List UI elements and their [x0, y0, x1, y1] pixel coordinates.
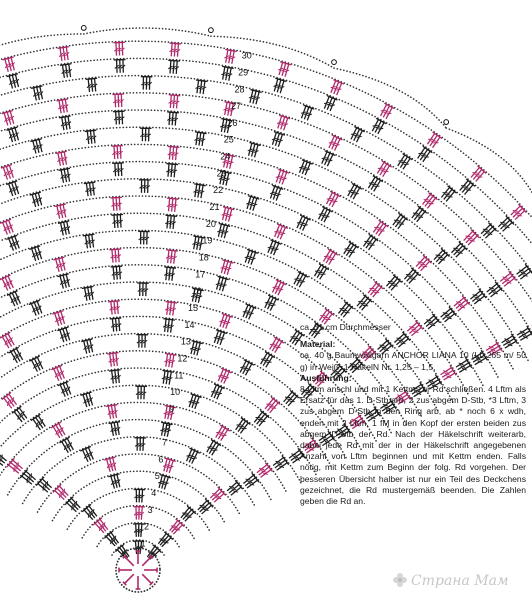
stitch-bar: [300, 282, 305, 283]
stitch-bar: [297, 280, 302, 281]
stitch-bar: [184, 515, 189, 516]
stitch-top: [35, 246, 40, 248]
stitch-bar: [111, 539, 112, 544]
round-number-label: 25: [223, 134, 234, 145]
round-number-label: 17: [195, 269, 206, 280]
stitch-bar: [216, 498, 221, 499]
round-number-label: 28: [234, 84, 245, 95]
scallop-arc: [446, 128, 532, 213]
stitch-top: [63, 327, 68, 328]
round-number-label: 24: [220, 151, 231, 162]
stitch-bar: [47, 481, 48, 486]
stitch-top: [110, 457, 115, 458]
scallop-arc: [334, 68, 446, 128]
stitch-bar: [513, 210, 518, 211]
stitch-bar: [327, 104, 332, 105]
stitch-bar: [259, 468, 264, 469]
stitch-bar: [247, 481, 252, 482]
stitch-bar: [408, 277, 413, 278]
stitch-bar: [324, 102, 329, 103]
stitch-bar: [88, 513, 89, 518]
stitch-bar: [280, 233, 285, 234]
stitch-bar: [351, 192, 356, 193]
stitch-bar: [332, 201, 337, 202]
stitch-bar: [220, 339, 225, 340]
stitch-bar: [504, 279, 509, 280]
stitch-bar: [222, 321, 227, 322]
stitch-bar: [277, 232, 282, 233]
stitch-bar: [491, 290, 496, 291]
picot: [332, 60, 337, 65]
round-number-label: 13: [180, 336, 191, 347]
size-text: ca. 31 cm Durchmesser: [300, 322, 391, 332]
stitch-bar: [502, 224, 507, 225]
stitch-bar: [303, 225, 308, 226]
stitch-bar: [276, 176, 281, 177]
stitch-top: [171, 268, 176, 269]
stitch-top: [173, 199, 178, 200]
stitch-bar: [493, 292, 498, 293]
stitch-top: [66, 64, 71, 65]
stitch-bar: [422, 266, 427, 267]
stitch-bar: [112, 537, 113, 542]
stitch-bar: [221, 376, 226, 377]
stitch-top: [169, 371, 174, 372]
flower-logo-icon: [392, 572, 408, 588]
stitch-top: [257, 91, 262, 92]
stitch-bar: [301, 112, 306, 113]
stitch-bar: [204, 509, 209, 510]
stitch-bar: [274, 231, 279, 232]
stitch-top: [65, 168, 70, 169]
stitch-bar: [327, 160, 332, 161]
stitch-top: [86, 446, 91, 448]
stitch-bar: [460, 306, 465, 307]
stitch-bar: [458, 253, 463, 254]
material-heading: Material:: [300, 339, 336, 350]
stitch-bar: [515, 213, 520, 214]
stitch-bar: [453, 248, 458, 249]
stitch-bar: [186, 455, 191, 456]
stitch-top: [115, 370, 120, 371]
stitch-bar: [332, 143, 337, 144]
stitch-bar: [225, 322, 230, 323]
stitch-top: [62, 151, 67, 152]
stitch-top: [59, 257, 64, 258]
stitch-top: [222, 332, 227, 334]
stitch-bar: [307, 114, 312, 115]
round-number-label: 12: [177, 353, 188, 364]
stitch-top: [172, 302, 177, 303]
stitch-bar: [304, 113, 309, 114]
stitch-bar: [229, 486, 234, 487]
stitch-bar: [386, 113, 391, 114]
stitch-top: [112, 405, 117, 406]
stitch-bar: [440, 259, 445, 260]
stitch-bar: [273, 287, 278, 288]
stitch-bar: [45, 483, 46, 488]
stitch-bar: [282, 178, 287, 179]
stitch-bar: [410, 279, 415, 280]
stitch-top: [173, 250, 178, 251]
round-number-label: 18: [198, 252, 209, 263]
stitch-bar: [302, 168, 307, 169]
stitch-bar: [305, 169, 310, 170]
stitch-bar: [468, 238, 473, 239]
stitch-top: [91, 130, 96, 131]
stitch-bar: [384, 112, 389, 113]
stitch-bar: [393, 286, 398, 287]
stitch-bar: [245, 256, 250, 257]
stitch-bar: [483, 229, 488, 230]
stitch-bar: [489, 288, 494, 289]
watermark-text: Страна Мам: [411, 573, 509, 589]
round-number-label: 22: [213, 185, 224, 196]
stitch-top: [198, 342, 203, 343]
stitch-bar: [436, 255, 441, 256]
stitch-bar: [348, 191, 353, 192]
stitch-bar: [224, 378, 229, 379]
stitch-bar: [381, 110, 386, 111]
stitch-bar: [287, 399, 292, 400]
stitch-bar: [246, 479, 251, 480]
stitch-top: [64, 47, 69, 48]
stitch-bar: [268, 247, 273, 248]
round-number-label: 30: [241, 50, 252, 61]
stitch-bar: [90, 511, 91, 516]
round-number-label: 15: [188, 302, 199, 313]
round-number-label: 19: [202, 235, 213, 246]
stitch-bar: [470, 240, 475, 241]
stitch-bar: [335, 145, 340, 146]
round-number-label: 4: [151, 488, 157, 499]
chain-arc: [0, 351, 332, 467]
chain-arc: [0, 76, 532, 338]
round-number-label: 27: [230, 101, 241, 112]
stitch-top: [90, 182, 95, 183]
stitch-top: [201, 185, 206, 186]
stitch-bar: [218, 375, 223, 376]
stitch-bar: [62, 491, 63, 496]
stitch-bar: [475, 297, 480, 298]
stitch-top: [339, 82, 344, 84]
instructions-text: 8 Lftm anschl und mit 1 Kettm zur Rd schließen. 4 Lftm als Ersatz für das 1. D-Stb arb, 2 zus abgem D-Stb, *3 Lftm, 3 zus abgem D-Stb in den Ring arb, ab * noch 6 x wdh, enden mit 2 Lftm, 1 fM in den Kopf der ersten beiden zus abgem D-Stb der Rd. Nach der Häkelschrift weiterarb, dabei jede Rd mit der in der Häkelschrift angegebenen Anzahl von Lftm beginnen und mit Kettm enden. Falls nötig, mit Kettm zum Beginn der folg. Rd vorgehen. Der besseren Übersicht halber ist nur ein Teil des Deckchens gezeichnet, die Rd mustergemäß beenden. Die Zahlen geben die Rd an.: [300, 384, 526, 507]
stitch-bar: [351, 134, 356, 135]
stitch-top: [286, 63, 291, 64]
round-number-label: 21: [209, 202, 220, 213]
stitch-bar: [173, 528, 178, 529]
ring-stitch: [125, 557, 134, 566]
round-number-label: 8: [165, 420, 171, 431]
stitch-top: [87, 339, 92, 340]
stitch-bar: [445, 315, 450, 316]
stitch-bar: [273, 193, 278, 194]
stitch-top: [8, 111, 13, 112]
chain-arc: [0, 385, 301, 483]
stitch-bar: [485, 231, 490, 232]
stitch-bar: [101, 524, 102, 529]
stitch-bar: [200, 505, 205, 506]
stitch-bar: [270, 192, 275, 193]
ring-stitch: [142, 557, 151, 566]
ring-stitch: [125, 574, 134, 583]
stitch-bar: [329, 200, 334, 201]
stitch-top: [202, 81, 207, 82]
stitch-bar: [214, 392, 219, 393]
round-number-label: 29: [238, 67, 249, 78]
stitch-bar: [406, 274, 411, 275]
stitch-bar: [322, 158, 327, 159]
stitch-bar: [299, 167, 304, 168]
stitch-bar: [243, 311, 248, 312]
stitch-bar: [72, 505, 73, 510]
round-number-label: 2: [144, 521, 150, 532]
ring-stitch: [142, 574, 151, 583]
stitch-top: [229, 67, 234, 68]
stitch-bar: [517, 215, 522, 216]
stitch-bar: [99, 526, 100, 531]
stitch-top: [88, 286, 93, 287]
stitch-bar: [268, 303, 273, 304]
stitch-top: [229, 262, 234, 264]
watermark: [392, 572, 509, 589]
stitch-bar: [275, 288, 280, 289]
stitch-bar: [192, 458, 197, 459]
stitch-bar: [187, 517, 192, 518]
scallop-arc: [211, 36, 334, 68]
stitch-bar: [322, 215, 327, 216]
stitch-bar: [506, 282, 511, 283]
stitch-bar: [276, 194, 281, 195]
stitch-bar: [271, 248, 276, 249]
material-text: ca. 40 g Baumwollgarn ANCHOR LIANA 10 (LL 265 m/ 50 g) in Weiß, 1 HäkelN Nr. 1,25 – 1,5.: [300, 350, 526, 372]
stitch-top: [224, 278, 229, 280]
stitch-bar: [519, 270, 524, 271]
stitch-bar: [261, 471, 266, 472]
picot: [444, 120, 449, 125]
round-number-label: 11: [174, 370, 184, 381]
stitch-bar: [233, 491, 238, 492]
stitch-bar: [324, 217, 329, 218]
stitch-bar: [217, 337, 222, 338]
stitch-top: [63, 99, 68, 100]
stitch-bar: [330, 105, 335, 106]
stitch-bar: [378, 128, 383, 129]
stitch-bar: [500, 222, 505, 223]
stitch-top: [9, 57, 14, 58]
stitch-top: [64, 274, 69, 275]
round-number-label: 16: [191, 286, 202, 297]
stitch-bar: [243, 368, 248, 369]
round-number-label: 14: [184, 319, 195, 330]
round-number-label: 5: [154, 471, 160, 482]
stitch-bar: [331, 87, 336, 88]
round-number-label: 7: [161, 437, 167, 448]
stitch-bar: [297, 222, 302, 223]
stitch-bar: [443, 313, 448, 314]
stitch-top: [37, 139, 42, 140]
stitch-top: [171, 354, 176, 355]
instructions-heading: Ausführung:: [300, 372, 352, 383]
stitch-bar: [502, 277, 507, 278]
stitch-bar: [122, 552, 123, 557]
stitch-bar: [456, 302, 461, 303]
stitch-top: [253, 252, 258, 254]
stitch-bar: [163, 542, 168, 543]
stitch-bar: [240, 367, 245, 368]
stitch-bar: [150, 553, 155, 554]
stitch-bar: [354, 135, 359, 136]
stitch-bar: [279, 177, 284, 178]
stitch-bar: [487, 234, 492, 235]
stitch-bar: [390, 283, 395, 284]
stitch-top: [65, 116, 70, 117]
stitch-bar: [189, 456, 194, 457]
stitch-bar: [74, 503, 75, 508]
stitch-top: [113, 353, 118, 354]
stitch-bar: [327, 198, 332, 199]
stitch-bar: [251, 258, 256, 259]
stitch-bar: [7, 401, 8, 406]
stitch-bar: [231, 489, 236, 490]
stitch-bar: [319, 214, 324, 215]
stitch-bar: [329, 142, 334, 143]
stitch-bar: [420, 264, 425, 265]
stitch-top: [281, 80, 286, 81]
stitch-bar: [76, 501, 77, 506]
round-number-label: 1: [140, 538, 146, 549]
stitch-top: [172, 216, 177, 217]
stitch-bar: [175, 529, 180, 530]
stitch-top: [58, 311, 63, 312]
stitch-bar: [334, 88, 339, 89]
round-number-label: 20: [205, 218, 216, 229]
stitch-top: [89, 234, 94, 235]
stitch-bar: [202, 507, 207, 508]
stitch-top: [201, 133, 206, 134]
stitch-bar: [336, 89, 341, 90]
stitch-bar: [438, 257, 443, 258]
stitch-top: [278, 188, 283, 190]
stitch-top: [170, 319, 175, 320]
stitch-bar: [300, 223, 305, 224]
stitch-bar: [278, 289, 283, 290]
stitch-bar: [212, 493, 217, 494]
stitch-bar: [455, 250, 460, 251]
stitch-bar: [270, 305, 275, 306]
stitch-bar: [60, 493, 61, 498]
stitch-bar: [64, 489, 65, 494]
stitch-bar: [465, 236, 470, 237]
stitch-bar: [162, 540, 167, 541]
pattern-description: [300, 322, 526, 507]
stitch-bar: [18, 415, 19, 420]
stitch-top: [12, 127, 17, 128]
round-number-label: 9: [169, 403, 175, 414]
stitch-bar: [458, 304, 463, 305]
round-number-label: 6: [158, 454, 164, 465]
stitch-top: [12, 235, 17, 237]
stitch-bar: [373, 125, 378, 126]
stitch-bar: [504, 227, 509, 228]
stitch-bar: [357, 136, 362, 137]
stitch-top: [37, 86, 42, 87]
scallop-arc: [84, 28, 211, 36]
stitch-bar: [354, 194, 359, 195]
stitch-bar: [473, 295, 478, 296]
picot: [81, 26, 86, 31]
stitch-bar: [248, 257, 253, 258]
picot: [209, 28, 214, 33]
round-number-label: 23: [216, 168, 227, 179]
stitch-top: [284, 171, 289, 173]
stitch-bar: [217, 393, 222, 394]
stitch-bar: [290, 401, 295, 402]
stitch-top: [57, 365, 62, 367]
stitch-bar: [214, 496, 219, 497]
stitch-top: [230, 155, 235, 156]
stitch-bar: [418, 262, 423, 263]
stitch-bar: [294, 279, 299, 280]
stitch-bar: [273, 249, 278, 250]
stitch-top: [35, 300, 40, 302]
round-number-label: 10: [170, 387, 181, 398]
stitch-bar: [265, 302, 270, 303]
stitch-top: [115, 422, 120, 423]
stitch-bar: [426, 320, 431, 321]
stitch-bar: [477, 300, 482, 301]
stitch-bar: [246, 370, 251, 371]
stitch-bar: [375, 127, 380, 128]
stitch-top: [114, 474, 119, 475]
stitch-bar: [249, 313, 254, 314]
stitch-bar: [325, 159, 330, 160]
stitch-bar: [211, 391, 216, 392]
stitch-top: [232, 51, 237, 52]
round-number-label: 3: [147, 504, 153, 515]
stitch-bar: [246, 312, 251, 313]
round-number-label: 26: [227, 117, 238, 128]
stitch-bar: [194, 403, 199, 404]
stitch-bar: [447, 317, 452, 318]
